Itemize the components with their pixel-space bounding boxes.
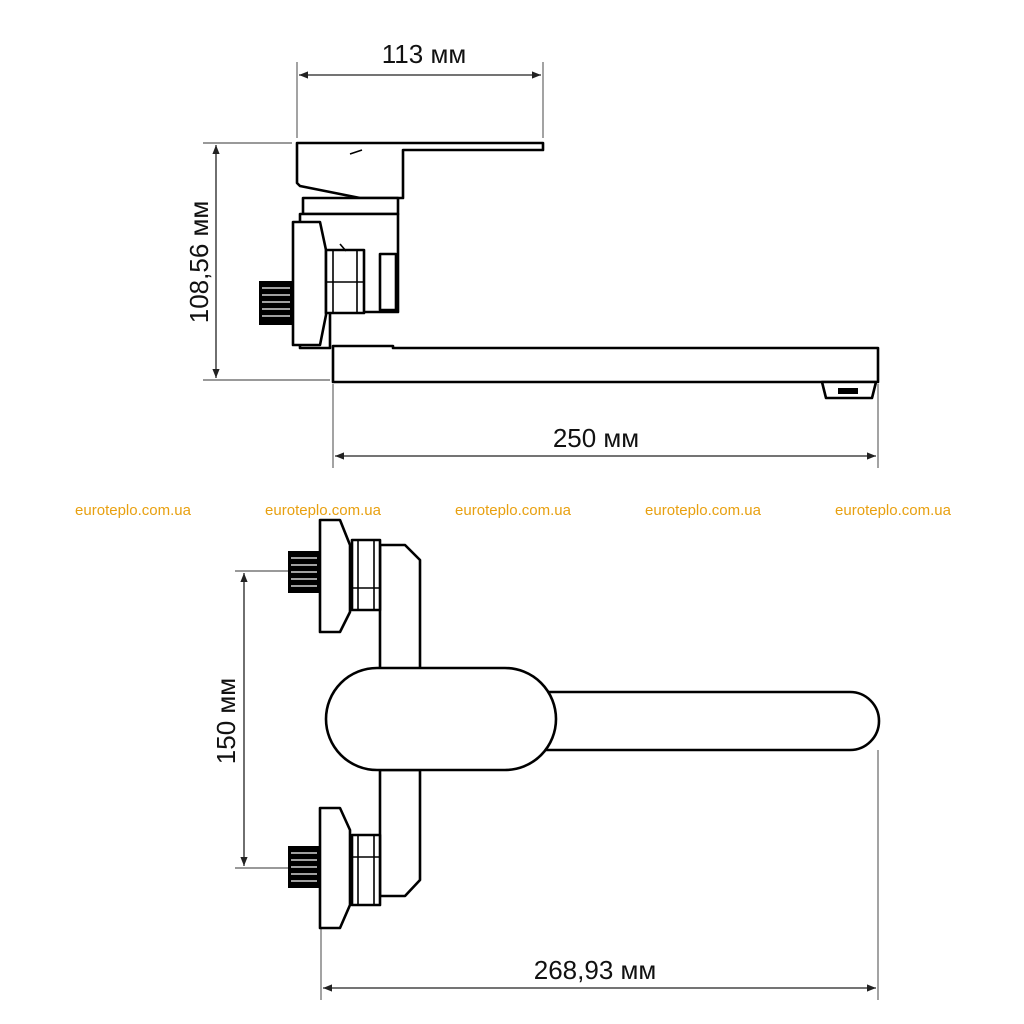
watermark-text: euroteplo.com.ua — [835, 502, 951, 519]
top-view — [211, 520, 879, 1000]
side-view — [184, 39, 878, 468]
dim-height-label: 108,56 мм — [184, 200, 214, 324]
faucet-top-outline — [288, 520, 879, 928]
dim-spout-length-label: 250 мм — [552, 423, 640, 453]
dim-total-length-label: 268,93 мм — [533, 955, 657, 985]
top-thread-connector-upper — [288, 551, 320, 593]
dim-connector-spacing-label: 150 мм — [211, 677, 241, 765]
watermark-row — [75, 502, 952, 519]
watermark-text: euroteplo.com.ua — [455, 502, 571, 519]
top-thread-connector-lower — [288, 846, 320, 888]
watermark-text: euroteplo.com.ua — [265, 502, 381, 519]
watermark-text: euroteplo.com.ua — [645, 502, 761, 519]
watermark-text: euroteplo.com.ua — [75, 502, 191, 519]
faucet-side-outline — [259, 143, 878, 398]
side-thread-connector — [259, 281, 293, 325]
dim-top-width-label: 113 мм — [381, 39, 467, 69]
